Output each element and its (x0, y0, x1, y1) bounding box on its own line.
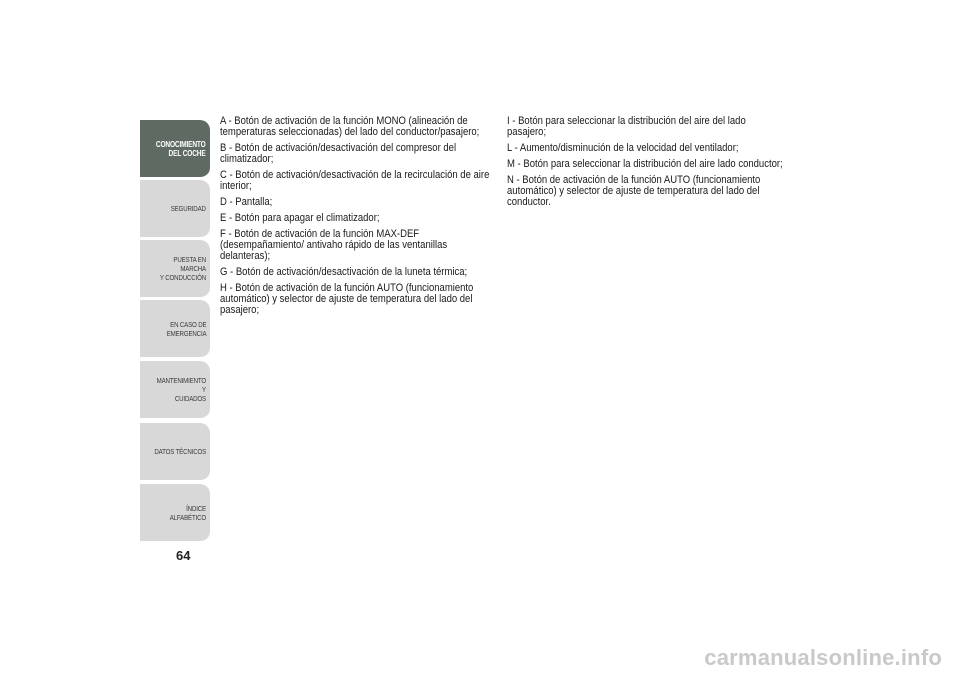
tab-label: ÍNDICE ALFABÉTICO (169, 503, 206, 522)
tab-label: CONOCIMIENTO DEL COCHE (156, 139, 206, 158)
tab-label: MANTENIMIENTO Y CUIDADOS (156, 376, 206, 403)
tab-en-caso-de-emergencia[interactable] (140, 300, 210, 358)
watermark: carmanualsonline.info (704, 645, 942, 670)
tab-datos-tecnicos[interactable] (140, 423, 210, 481)
tab-label: PUESTA EN MARCHA Y CONDUCCIÓN (159, 255, 206, 282)
legend-left-column (220, 116, 500, 321)
tab-mantenimiento[interactable] (140, 361, 210, 419)
tab-label: DATOS TÉCNICOS (154, 447, 206, 456)
legend-item: C - Botón de activación/desactivación de la recirculación de aire interior; (220, 169, 490, 192)
tab-puesta-en-marcha[interactable] (140, 240, 210, 298)
legend-item: F - Botón de activación de la función MAX-DEF (desempañamiento/ antivaho rápido de las ventanillas delanteras); (220, 228, 448, 262)
legend-item: L - Aumento/disminución de la velocidad del ventilador; (507, 142, 739, 154)
tab-indice-alfabetico[interactable] (140, 484, 210, 542)
legend-item: N - Botón de activación de la función AUTO (funcionamiento automático) y selector de ajuste de temperatura del lado del conductor. (507, 174, 761, 208)
page-number: 64 (176, 548, 191, 563)
legend-item: E - Botón para apagar el climatizador; (220, 212, 380, 224)
tab-seguridad[interactable] (140, 180, 210, 238)
legend-item: G - Botón de activación/desactivación de la luneta térmica; (220, 266, 468, 278)
legend-right-column (507, 116, 807, 213)
legend-item: H - Botón de activación de la función AUTO (funcionamiento automático) y selector de ajuste de temperatura del lado del pasajero; (220, 282, 474, 316)
legend-item: B - Botón de activación/desactivación del compresor del climatizador; (220, 142, 457, 165)
legend-item: M - Botón para seleccionar la distribución del aire lado conductor; (507, 158, 783, 170)
tab-conocimiento-del-coche[interactable] (140, 120, 210, 178)
legend-item: I - Botón para seleccionar la distribución del aire del lado pasajero; (507, 115, 746, 138)
legend-item: A - Botón de activación de la función MONO (alineación de temperaturas seleccionadas) del lado del conductor/pasajero; (220, 115, 480, 138)
tab-label: SEGURIDAD (170, 204, 206, 213)
legend-item: D - Pantalla; (220, 196, 273, 208)
tab-label: EN CASO DE EMERGENCIA (166, 319, 206, 338)
